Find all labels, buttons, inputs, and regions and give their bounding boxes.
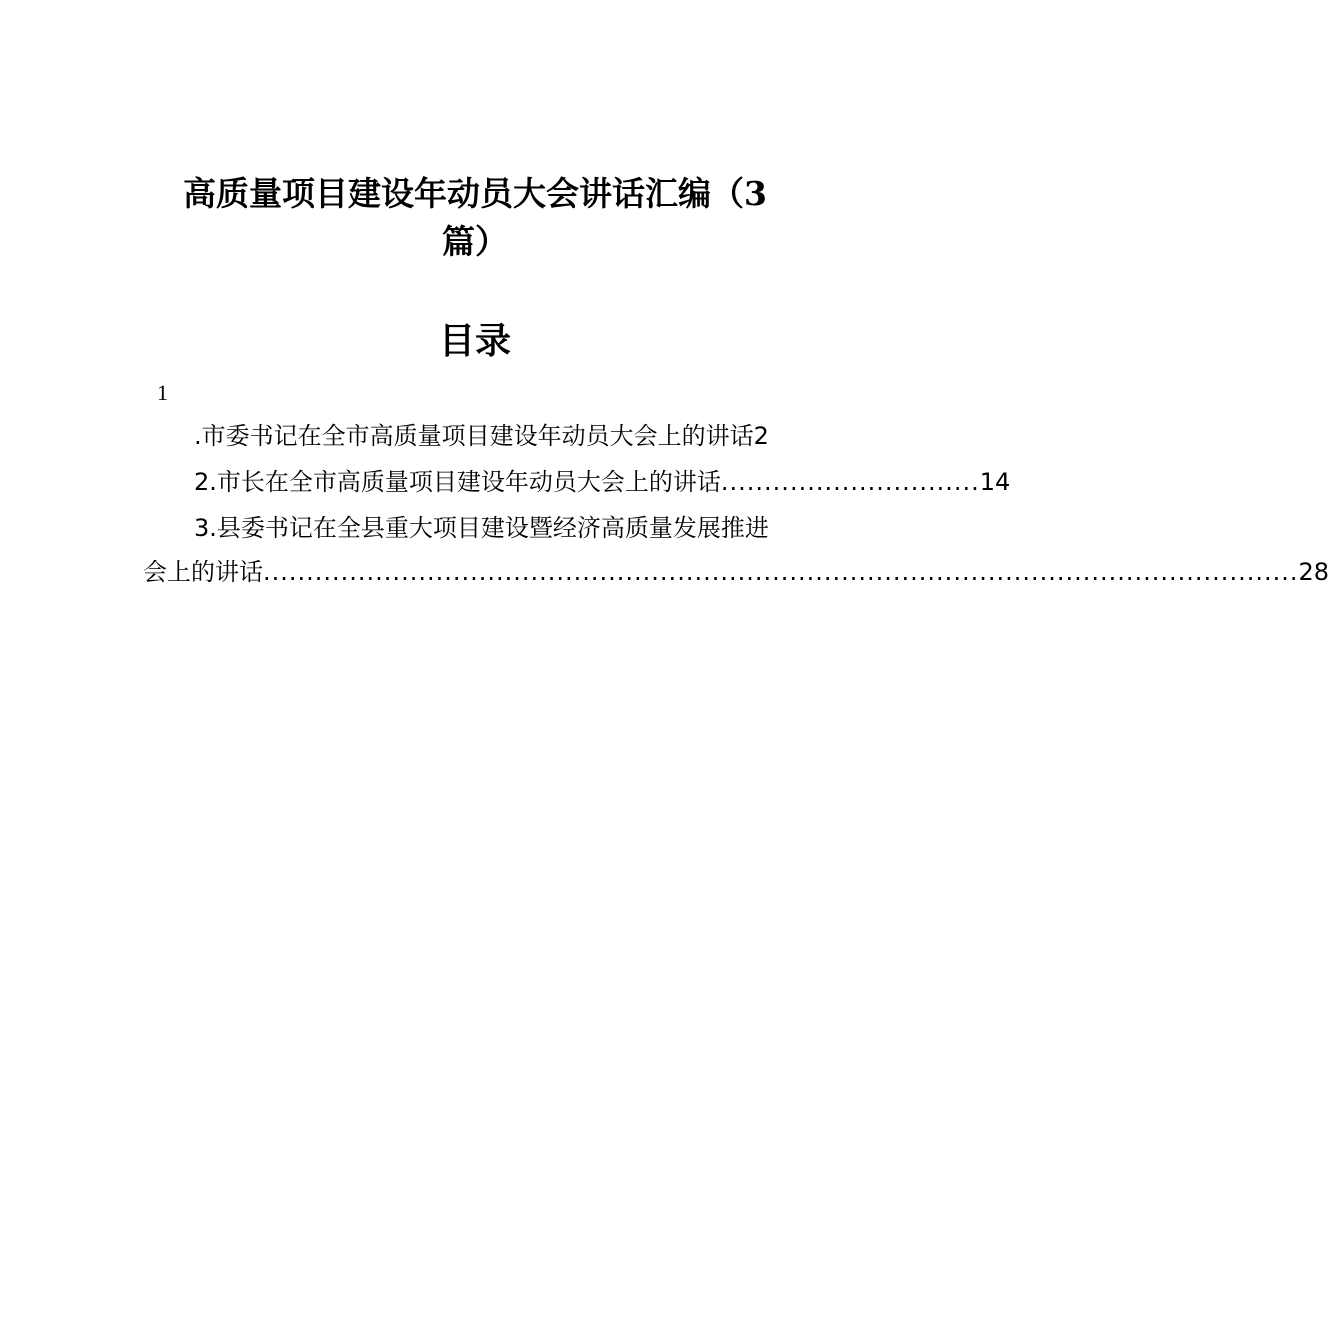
- toc-entry-title: 2.市长在全市高质量项目建设年动员大会上的讲话: [194, 468, 721, 496]
- toc-entry-title-line-2: 会上的讲话: [143, 558, 263, 586]
- document-title-line-1: 高质量项目建设年动员大会讲话汇编（3: [183, 174, 767, 213]
- toc-leader-dots: ........................................................................................................................: [263, 558, 1299, 586]
- toc-entry-3-continued[interactable]: [143, 554, 1329, 590]
- toc-leader-dots: ..............................: [720, 468, 980, 496]
- toc-entry-title-line-1: 3.县委书记在全县重大项目建设暨经济高质量发展推进: [194, 514, 769, 542]
- toc-entry-page: 2: [753, 422, 769, 450]
- toc-heading: 目录: [438, 320, 511, 362]
- toc-entry-3[interactable]: [194, 510, 806, 546]
- toc-entry-2[interactable]: [194, 464, 1011, 500]
- document-title-line-2: 篇）: [442, 222, 508, 261]
- toc-entry-page: 14: [979, 468, 1011, 496]
- toc-marker: 1: [157, 380, 168, 405]
- toc-entry-1[interactable]: [194, 418, 806, 454]
- toc-entry-page: 28: [1298, 558, 1329, 586]
- toc-entry-title: .市委书记在全市高质量项目建设年动员大会上的讲话: [194, 422, 754, 450]
